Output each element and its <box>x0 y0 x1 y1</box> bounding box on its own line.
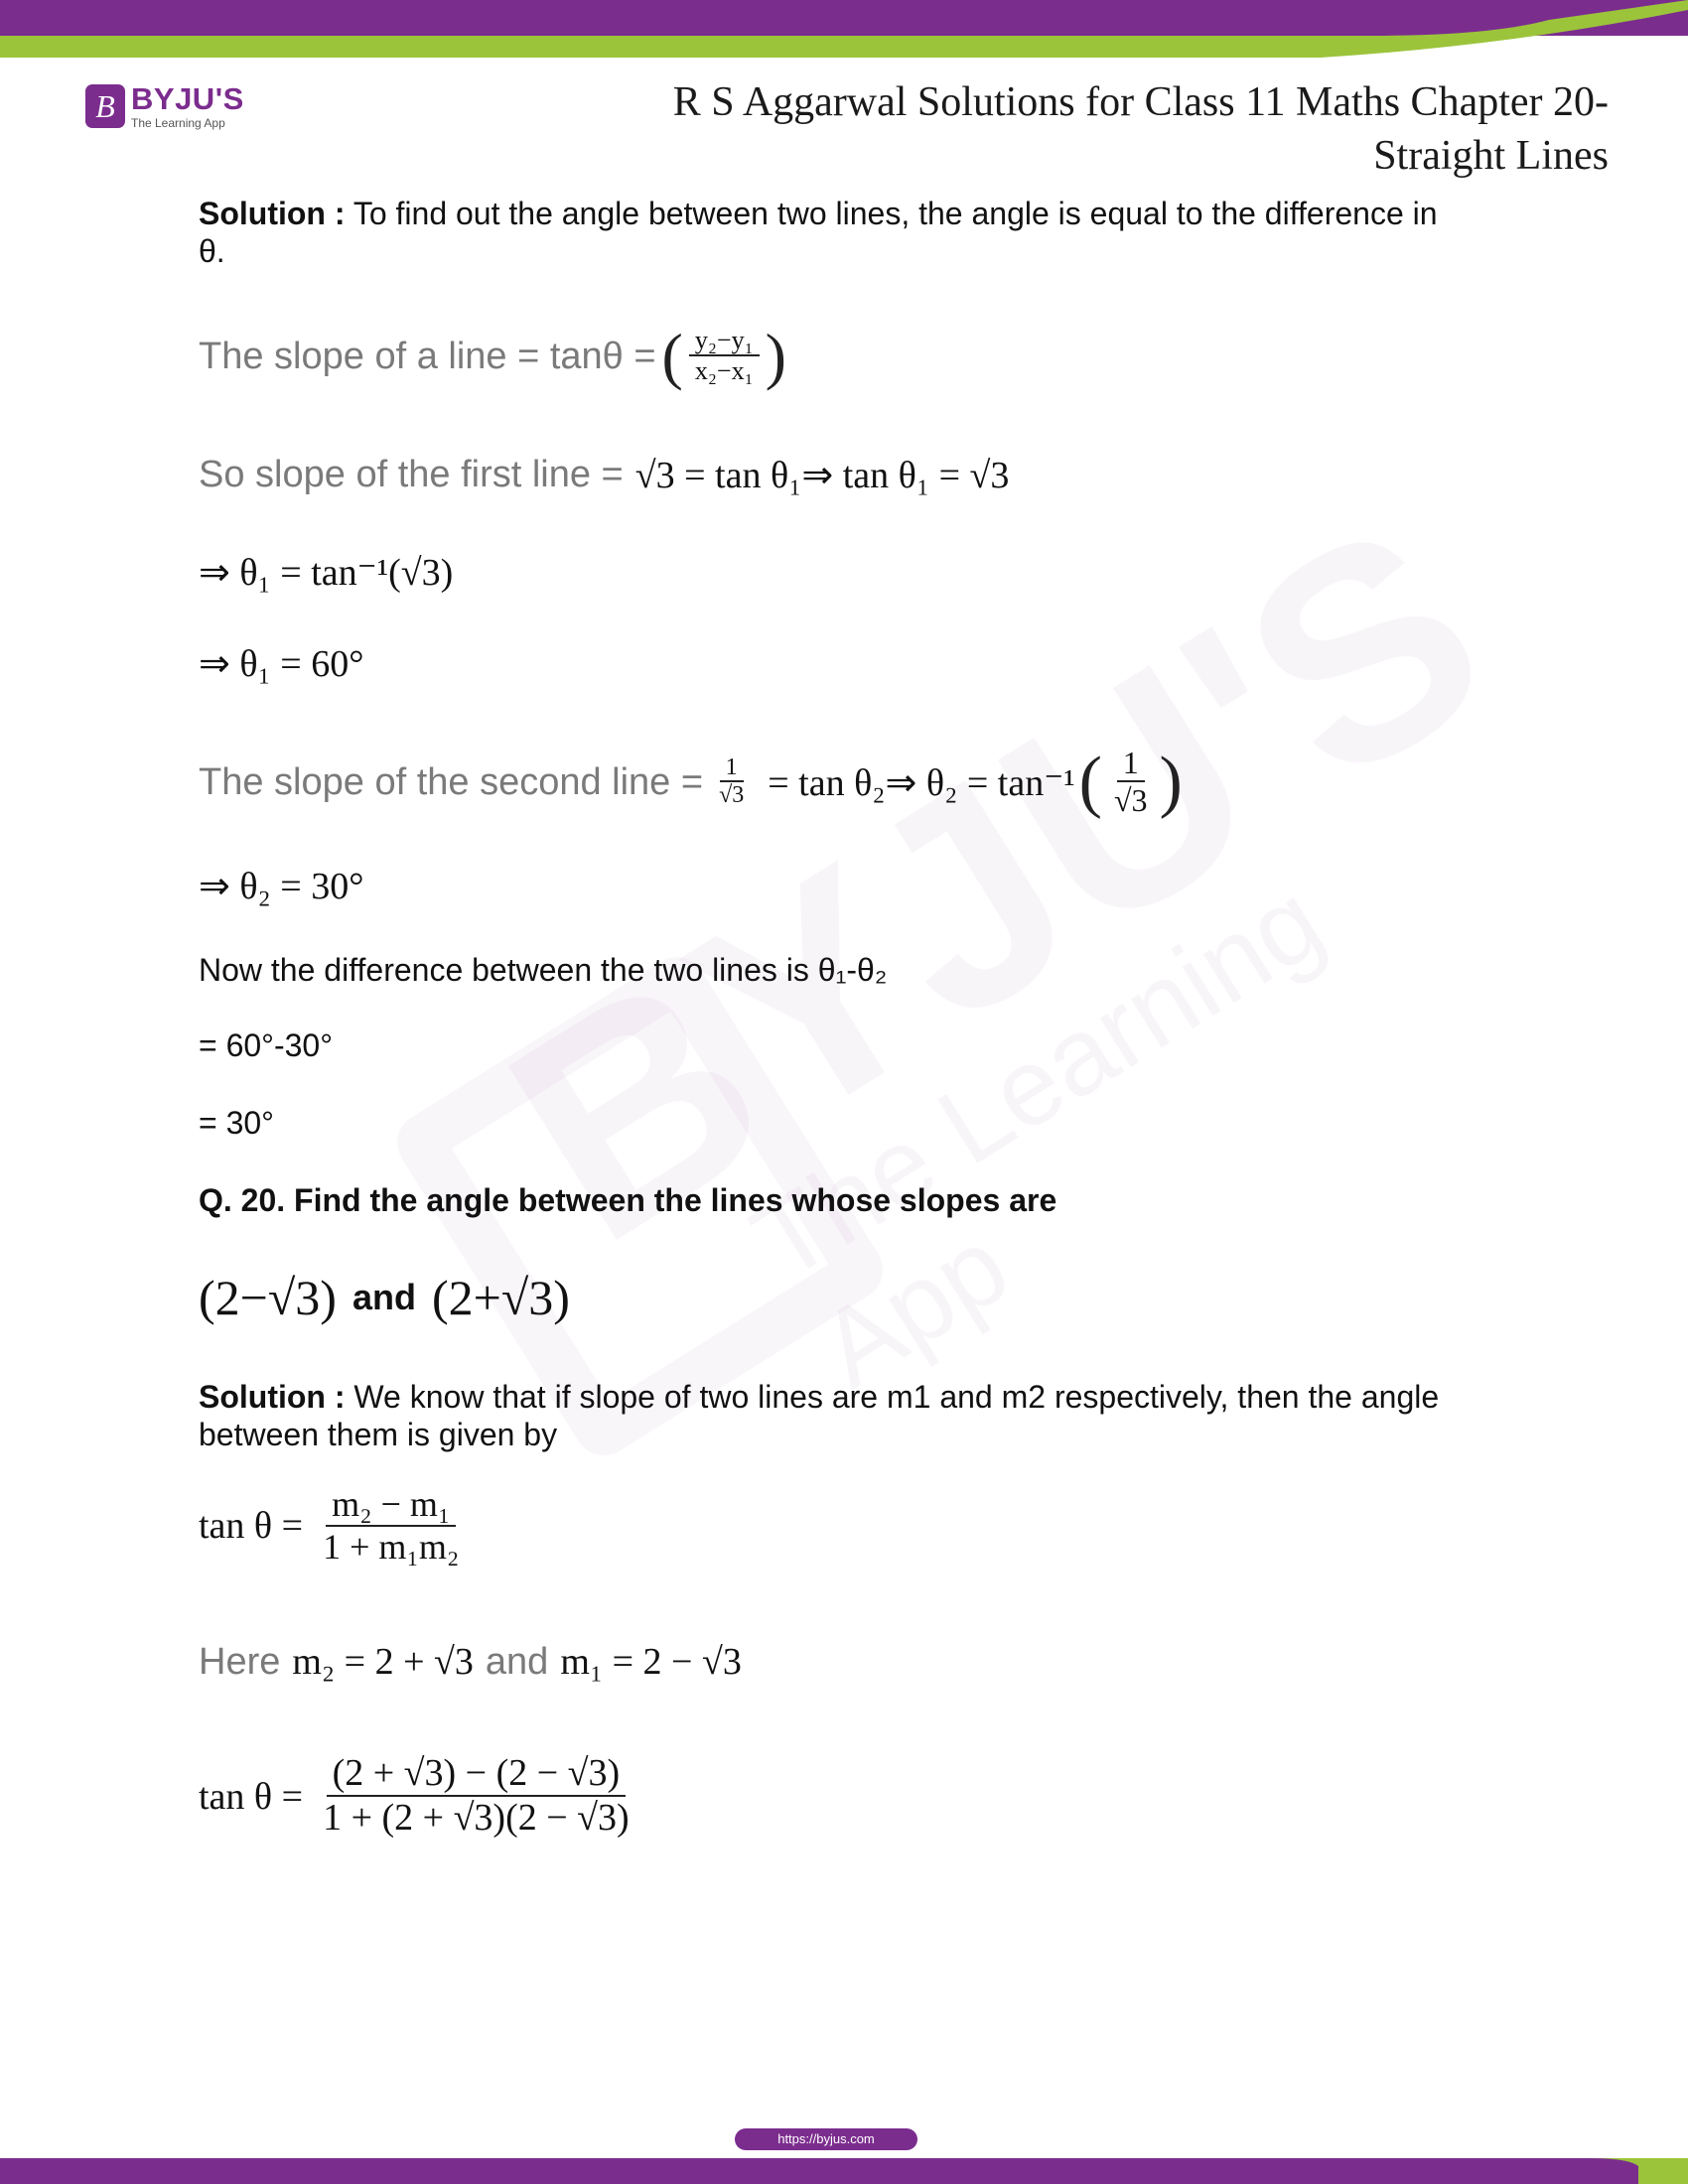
slope-values <box>199 1640 742 1684</box>
angle-formula-lhs: tan θ = <box>199 1505 304 1548</box>
solution1-intro <box>199 195 1509 270</box>
question20-heading: Q. 20. Find the angle between the lines whose slopes are <box>199 1182 1057 1218</box>
difference-text: Now the difference between the two lines is θ₁-θ₂ <box>199 952 888 988</box>
solution2-label: Solution : <box>199 1379 346 1415</box>
tan-calculation-num: (2 + √3) − (2 − √3) <box>327 1753 627 1797</box>
logo-brand-name: BYJU'S <box>131 81 244 116</box>
question20-and: and <box>352 1277 416 1317</box>
watermark-main-text <box>466 563 1381 1289</box>
angle-formula-fraction <box>317 1485 465 1568</box>
page-title-line1: R S Aggarwal Solutions for Class 11 Maths Chapter 20- <box>672 79 1609 125</box>
angle-formula-den: 1 + m₁m₂ <box>323 1526 460 1567</box>
first-line-slope <box>199 453 1009 497</box>
bottom-decorative-bar <box>0 2144 1688 2184</box>
footer-url-link[interactable]: https://byjus.com <box>735 2128 917 2150</box>
tan-calculation-den: 1 + (2 + √3)(2 − √3) <box>323 1796 630 1839</box>
m2-equation: m₂ = 2 + √3 <box>292 1641 474 1683</box>
solution2-text: We know that if slope of two lines are m1 and m2 respectively, then the angle between them is given by <box>199 1379 1440 1452</box>
second-line-arg-num: 1 <box>1117 746 1145 782</box>
first-line-text: So slope of the first line = <box>199 454 624 495</box>
theta1-step1: ⇒ θ₁ = tan⁻¹(√3) <box>199 552 454 594</box>
first-line-equation: √3 = tan θ₁⇒ tan θ₁ = √3 <box>634 455 1010 496</box>
slope-fraction-denominator: x₂−x₁ <box>694 356 754 386</box>
second-line-arg-den: √3 <box>1113 782 1148 819</box>
second-line-slope: The slope of the second line = $\frac{1}{√3}$ = tan θ₂⇒ θ₂ = tan⁻¹ ( $\frac{1}{√3}$ ) <box>199 744 1183 820</box>
top-decorative-bar <box>0 0 1688 60</box>
difference-step2: = 30° <box>199 1105 274 1141</box>
tan-calculation-lhs: tan θ = <box>199 1775 304 1818</box>
second-line-equation: = tan θ₂⇒ θ₂ = tan⁻¹ <box>768 761 1075 804</box>
logo-tagline: The Learning App <box>131 116 225 130</box>
question20-slope1: (2−√3) <box>199 1270 337 1325</box>
byjus-logo[interactable] <box>85 83 244 129</box>
here-text: Here <box>199 1640 281 1683</box>
angle-formula <box>199 1485 471 1568</box>
solution-label: Solution : <box>199 196 346 231</box>
difference-step1: = 60°-30° <box>199 1027 334 1063</box>
tan-calculation <box>199 1753 641 1840</box>
slope-definition-text: The slope of a line = tanθ = <box>199 335 656 377</box>
m1-equation: m₁ = 2 − √3 <box>560 1641 742 1683</box>
angle-formula-num: m₂ − m₁ <box>326 1485 456 1527</box>
page-title <box>616 75 1609 183</box>
and-text: and <box>485 1640 549 1683</box>
watermark-sub-text <box>732 799 1505 1413</box>
page-title-line2: Straight Lines <box>1373 133 1609 179</box>
second-line-fraction-num: 1 <box>720 754 744 782</box>
solution1-text: To find out the angle between two lines, the angle is equal to the difference in θ. <box>199 196 1438 269</box>
second-line-fraction <box>713 754 750 810</box>
question20-slope2: (2+√3) <box>431 1270 570 1325</box>
tan-calculation-fraction <box>317 1753 635 1840</box>
slope-fraction <box>689 327 760 386</box>
solution2-intro <box>199 1378 1450 1453</box>
second-line-text: The slope of the second line = <box>199 760 704 803</box>
slope-fraction-numerator: y₂−y₁ <box>689 327 760 357</box>
second-line-arg-fraction <box>1108 746 1154 819</box>
logo-b-icon: B <box>85 84 125 128</box>
theta2-step: ⇒ θ₂ = 30° <box>199 866 364 907</box>
slope-definition: The slope of a line = tanθ = ( $\frac{\text{y₂−y₁}}{\text{x₂−x₁}}$ ) <box>199 321 786 391</box>
theta1-step2: ⇒ θ₁ = 60° <box>199 643 364 685</box>
question20-slopes <box>199 1269 570 1326</box>
second-line-fraction-den: √3 <box>719 782 745 809</box>
